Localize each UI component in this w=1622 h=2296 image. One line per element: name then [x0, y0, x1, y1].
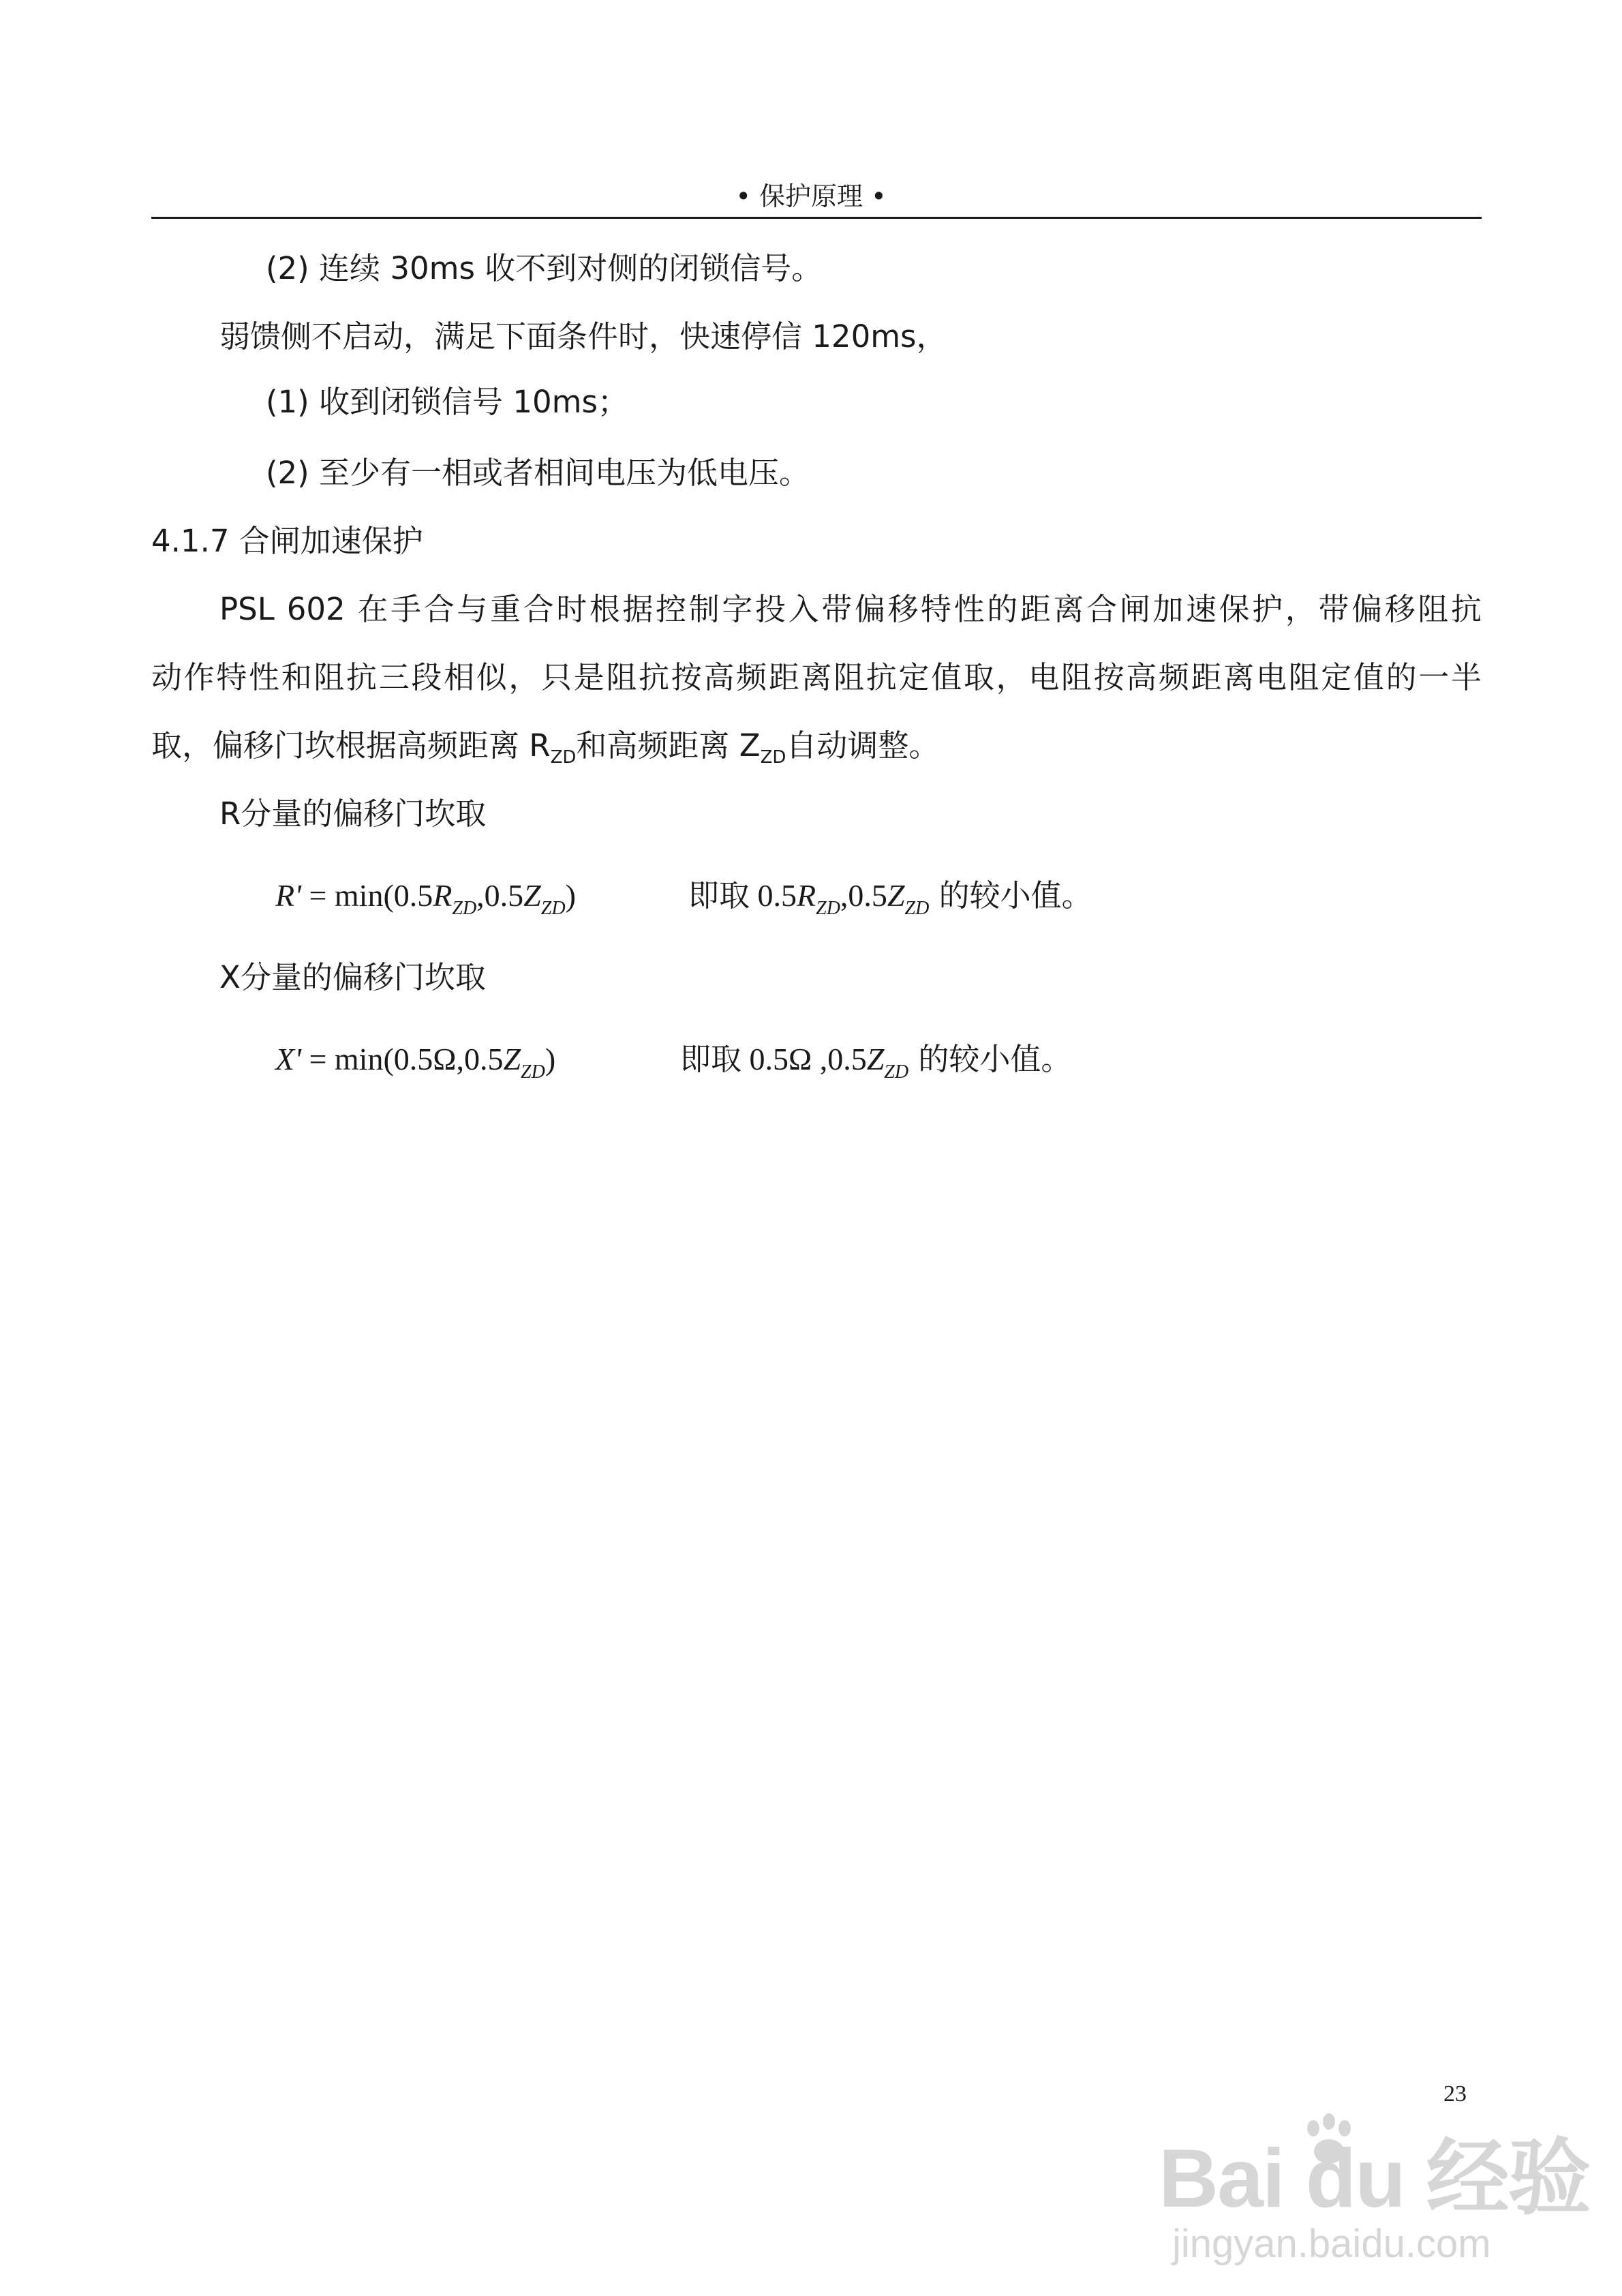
formula-symbol: R [433, 878, 453, 913]
paragraph-line-2: 动作特性和阻抗三段相似，只是阻抗按高频距离阻抗定值取，电阻按高频距离电阻定值的一半 [151, 659, 1482, 695]
section-heading: 4.1.7 合闸加速保护 [151, 523, 423, 559]
explain-text: 0.5Ω ,0.5 [741, 1042, 867, 1076]
subscript-zd: ZD [550, 747, 577, 768]
x-component-label: X分量的偏移门坎取 [219, 959, 486, 995]
paragraph-line-3-text-b: 和高频距离 Z [576, 727, 761, 764]
x-formula-explanation [680, 1039, 1071, 1085]
formula-symbol: Z [523, 878, 541, 913]
formula-text: = min(0.5Ω,0.5 [301, 1042, 504, 1076]
formula-subscript: ZD [904, 898, 930, 919]
formula-text: ) [565, 878, 576, 913]
explain-text: ,0.5 [840, 878, 887, 913]
formula-symbol: R' [275, 878, 301, 913]
formula-text: = min(0.5 [301, 878, 433, 913]
x-formula [275, 1039, 555, 1085]
formula-symbol: X' [275, 1042, 301, 1076]
page-number: 23 [1443, 2081, 1467, 2106]
formula-text: ) [545, 1042, 556, 1076]
paragraph-line-1: PSL 602 在手合与重合时根据控制字投入带偏移特性的距离合闸加速保护，带偏移阻抗 [219, 591, 1482, 627]
watermark-url: jingyan.baidu.com [1172, 2222, 1491, 2266]
formula-symbol: Z [887, 878, 905, 913]
paragraph-line-3-text-c: 自动调整。 [786, 727, 940, 764]
watermark-brand: Bai du 经验 [1159, 2132, 1590, 2224]
text-line-4: (2) 至少有一相或者相间电压为低电压。 [266, 455, 810, 491]
text-line-3: (1) 收到闭锁信号 10ms； [266, 384, 628, 420]
formula-subscript: ZD [521, 1061, 545, 1083]
explain-suffix: 的较小值。 [908, 1041, 1072, 1077]
page-header-title: • 保护原理 • [735, 181, 887, 211]
explain-text: 0.5 [750, 878, 797, 913]
formula-subscript: ZD [452, 898, 477, 919]
formula-symbol: R [797, 878, 816, 913]
r-formula-explanation [688, 875, 1092, 921]
text-line-2: 弱馈侧不启动，满足下面条件时，快速停信 120ms， [219, 318, 947, 354]
baidu-jingyan-watermark [1159, 2113, 1590, 2277]
formula-subscript: ZD [540, 898, 566, 919]
formula-subscript: ZD [816, 898, 840, 919]
explain-prefix: 即取 [680, 1041, 742, 1077]
header-divider [151, 217, 1482, 219]
formula-subscript: ZD [884, 1061, 909, 1083]
r-component-label: R分量的偏移门坎取 [219, 796, 487, 832]
formula-symbol: Z [503, 1042, 521, 1076]
paragraph-line-3 [151, 725, 939, 771]
explain-prefix: 即取 [688, 877, 750, 913]
explain-suffix: 的较小值。 [929, 877, 1092, 913]
text-line-1: (2) 连续 30ms 收不到对侧的闭锁信号。 [266, 250, 823, 286]
paragraph-line-3-text-a: 取，偏移门坎根据高频距离 R [151, 727, 551, 764]
r-formula [275, 875, 576, 921]
formula-symbol: Z [866, 1042, 885, 1076]
formula-text: ,0.5 [476, 878, 524, 913]
subscript-zd: ZD [760, 747, 786, 768]
